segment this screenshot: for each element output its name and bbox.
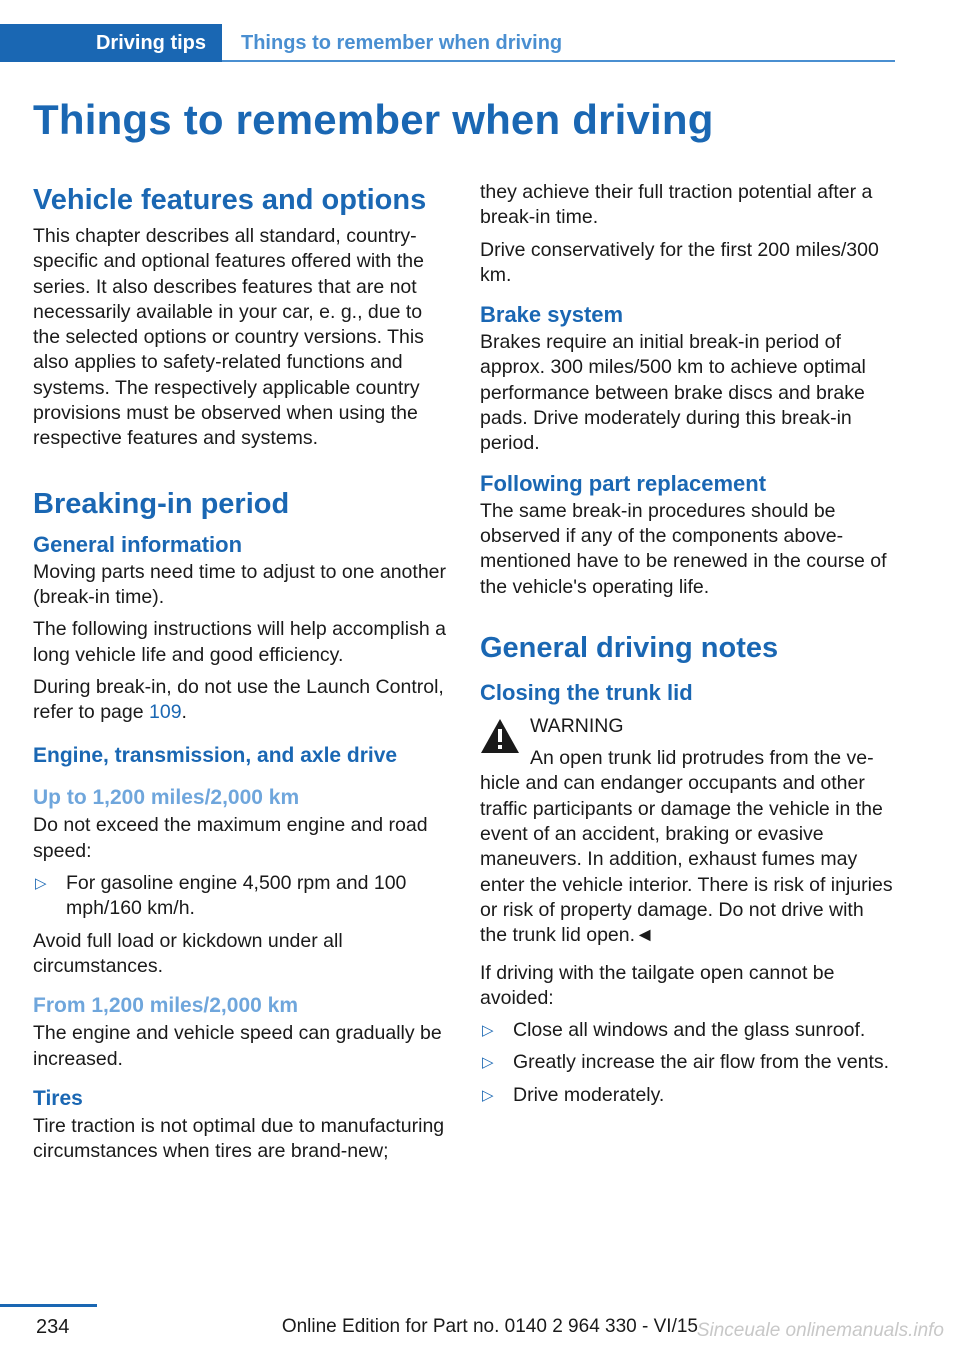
tailgate-text: If driving with the tailgate open cannot be avoided: <box>480 961 835 1009</box>
list-item <box>480 1018 895 1043</box>
vehicle-features-heading: Vehicle features and options <box>33 184 427 216</box>
general-info-p2: The following instructions will help accomplish a long vehicle life and good efficiency. <box>33 618 446 666</box>
list-item-text: Close all windows and the glass sunroof. <box>513 1019 866 1042</box>
up-to-text: Do not exceed the maximum engine and road speed: <box>33 814 428 862</box>
tires-cont2: Drive conservatively for the first 200 miles/300 km. <box>480 238 879 286</box>
tires-heading: Tires <box>33 1086 83 1110</box>
page-tab[interactable]: Things to remember when driving <box>241 32 563 54</box>
page-title: Things to remember when driving <box>33 96 714 143</box>
list-item-text: Drive moderately. <box>513 1083 665 1106</box>
warning-label: WARNING <box>530 714 624 737</box>
edition-text: Online Edition for Part no. 0140 2 964 330 - VI/15 <box>281 1316 698 1337</box>
warning-block <box>480 714 895 949</box>
section-tab-label: Driving tips <box>95 31 206 54</box>
following-heading: Following part replacement <box>480 470 767 496</box>
breaking-in-heading: Breaking-in period <box>33 487 290 520</box>
header-bar <box>0 24 895 62</box>
header-rule <box>222 60 895 62</box>
vehicle-features-text: This chapter describes all standard, country-specific and optional features offered with the series. It also describes features that are not necessarily available in your car, e. g., due to the selected options or country versions. This also applies to safety-related functions and systems. The respectively applicable country provisions must be observed when using the respective features and systems. <box>33 225 424 450</box>
brake-text: Brakes require an initial break-in period of approx. 300 miles/500 km to achieve optimal performance between brake discs and brake pads. Drive moderately during this break-in period. <box>480 331 866 455</box>
watermark: Sinceuale onlinemanuals.info <box>696 1320 944 1341</box>
general-notes-heading: General driving notes <box>480 631 779 664</box>
triangle-right-icon: ▷ <box>482 1054 494 1072</box>
list-item <box>480 1050 895 1075</box>
up-to-bullets <box>33 871 448 922</box>
period: . <box>181 701 187 724</box>
tires-text: Tire traction is not optimal due to manufacturing circumstances when tires are brand-new; <box>33 1114 445 1163</box>
launch-control-text: During break-in, do not use the Launch Control, refer to page <box>33 675 444 724</box>
list-item <box>33 871 448 922</box>
warning-text-first: An open trunk lid protrudes from the ve- <box>530 747 874 770</box>
warning-triangle-icon <box>480 718 520 754</box>
brake-heading: Brake system <box>480 302 624 328</box>
warning-text: hicle and can endanger occupants and other traffic participants or damage the vehicle in the event of an accident, braking or evasive maneuvers. In addition, exhaust fumes may enter the vehicle interior. There is risk of injuries or risk of property damage. Do not drive with the trunk lid open.◄ <box>480 772 893 947</box>
triangle-right-icon: ▷ <box>482 1086 494 1104</box>
general-info-heading: General information <box>33 531 243 557</box>
following-text: The same break-in procedures should be observed if any of the components above-mentioned have to be renewed in the course of the vehicle's operating life. <box>480 499 887 598</box>
triangle-right-icon: ▷ <box>482 1022 494 1040</box>
right-column <box>480 180 895 1115</box>
left-column <box>33 180 448 1171</box>
page-link-109[interactable]: 109 <box>149 701 182 724</box>
list-item-text: For gasoline engine 4,500 rpm and 100 mph/160 km/h. <box>66 872 407 920</box>
section-tab[interactable] <box>0 24 222 62</box>
from-text: The engine and vehicle speed can gradually be increased. <box>33 1022 442 1070</box>
footer-rule <box>0 1304 97 1307</box>
tires-cont: they achieve their full traction potential after a break-in time. <box>480 181 873 229</box>
list-item <box>480 1083 895 1108</box>
tailgate-bullets <box>480 1018 895 1108</box>
up-to-heading: Up to 1,200 miles/2,000 km <box>33 786 300 810</box>
list-item-text: Greatly increase the air flow from the vents. <box>513 1051 890 1074</box>
general-info-p3 <box>33 675 448 726</box>
general-info-p1: Moving parts need time to adjust to one another (break-in time). <box>33 560 447 608</box>
from-heading: From 1,200 miles/2,000 km <box>33 994 298 1018</box>
triangle-right-icon: ▷ <box>35 875 47 893</box>
up-to-after: Avoid full load or kickdown under all circumstances. <box>33 929 343 977</box>
engine-heading: Engine, transmission, and axle drive <box>33 744 398 768</box>
page-number: 234 <box>36 1316 70 1338</box>
trunk-heading: Closing the trunk lid <box>480 679 693 705</box>
